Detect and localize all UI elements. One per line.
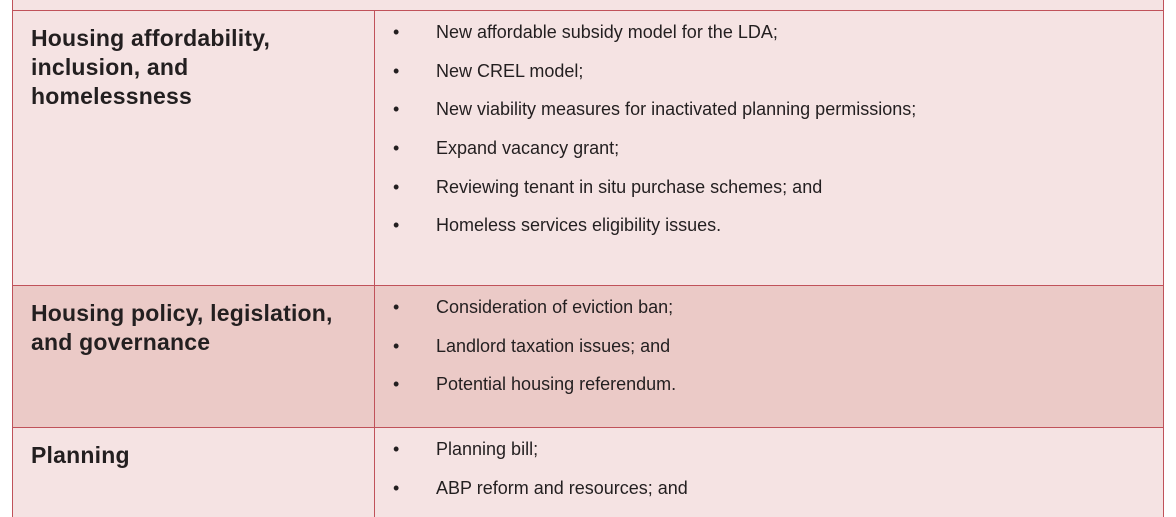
table-row [13, 0, 1163, 10]
list-item: • New CREL model; [393, 60, 584, 81]
table-row [13, 285, 1163, 427]
bullet-list [375, 21, 1163, 236]
row-heading-cell [13, 286, 375, 427]
list-item: • Expand vacancy grant; [393, 138, 620, 159]
list-item: • New viability measures for inactivated planning permissions; [393, 99, 917, 120]
bullet-icon: • [393, 335, 400, 356]
list-item: • Consideration of eviction ban; [393, 297, 674, 317]
row-items-cell [375, 428, 1163, 517]
list-item: • Landlord taxation issues; and [393, 335, 671, 356]
list-item: • Homeless services eligibility issues. [393, 215, 722, 236]
bullet-icon: • [393, 439, 400, 459]
list-item: • Potential housing referendum. [393, 374, 677, 395]
list-item: • ABP reform and resources; and [393, 477, 688, 498]
row-items-cell [375, 11, 1163, 285]
bullet-icon: • [393, 138, 400, 159]
bullet-list [375, 438, 1163, 499]
list-item: • New affordable subsidy model for the LDA; [393, 22, 778, 42]
bullet-icon: • [393, 60, 400, 81]
row-heading: Housing affordability, inclusion, and homelessness [31, 25, 271, 109]
list-item: • Reviewing tenant in situ purchase schemes; and [393, 176, 823, 197]
row-heading: Housing policy, legislation, and governance [31, 300, 333, 355]
list-item: • Planning bill; [393, 439, 539, 459]
row-heading-cell [13, 11, 375, 285]
table-row [13, 10, 1163, 285]
bullet-icon: • [393, 374, 400, 395]
table-row [13, 427, 1163, 517]
bullet-icon: • [393, 477, 400, 498]
row-heading: Planning [31, 442, 130, 468]
bullet-icon: • [393, 22, 400, 42]
bullet-icon: • [393, 99, 400, 120]
bullet-icon: • [393, 176, 400, 197]
row-heading-cell [13, 428, 375, 517]
bullet-list [375, 296, 1163, 395]
policy-table [12, 0, 1164, 517]
bullet-icon: • [393, 215, 400, 236]
bullet-icon: • [393, 297, 400, 317]
row-items-cell [375, 286, 1163, 427]
